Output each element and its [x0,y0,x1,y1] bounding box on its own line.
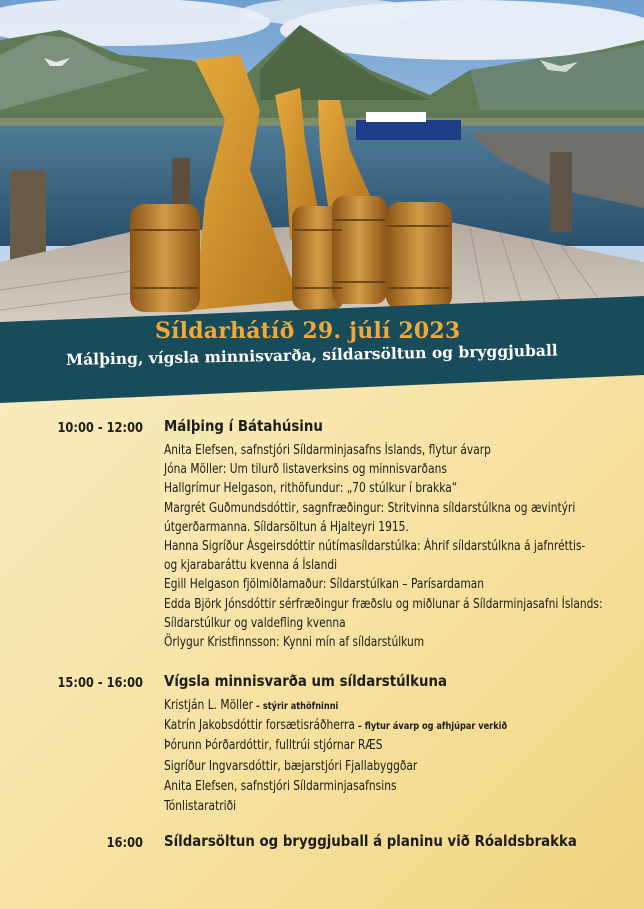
program-line: Hanna Sigríður Ásgeirsdóttir nútímasíldarstúlka: Áhrif síldarstúlkna á jafnréttis- [164,539,586,555]
program-line: Hallgrímur Helgason, rithöfundur: „70 stúlkur í brakka“ [164,481,458,497]
block-time: 10:00 - 12:00 [57,421,143,436]
program-line: Katrín Jakobsdóttir forsætisráðherra – flytur ávarp og afhjúpar verkið [164,718,508,734]
program-line: Síldarstúlkur og valdefling kvenna [164,615,346,631]
block-time: 15:00 - 16:00 [57,676,143,691]
program-line: Anita Elefsen, safnstjóri Síldarminjasafns Íslands, flytur ávarp [164,443,491,458]
program-line: Þórunn Þórðardóttir, fulltrúi stjórnar RÆS [164,738,383,754]
program-line: Kristján L. Möller – stýrir athöfninni [164,698,339,713]
program-line: Örlygur Kristfinnsson: Kynni mín af síldarstúlkum [164,635,425,651]
program-line: Jóna Möller: Um tilurð listaverksins og minnisvarðans [164,462,447,478]
program-line: Egill Helgason fjölmiðlamaður: Síldarstúlkan – Parísardaman [164,577,485,593]
festival-subtitle: Málþing, vígsla minnisvarða, síldarsöltun og bryggjuball [65,340,558,369]
program-line: útgerðarmanna. Síldarsöltun á Hjalteyri 1915. [164,519,409,535]
festival-title: Síldarhátíð 29. júlí 2023 [155,318,461,344]
program-line: og kjarabaráttu kvenna á Íslandi [164,558,338,574]
block-heading: Vígsla minnisvarða um síldarstúlkuna [164,672,447,690]
program-line: Margrét Guðmundsdóttir, sagnfræðingur: Stritvinna síldarstúlkna og ævintýri [164,500,576,516]
block-heading: Málþing í Bátahúsinu [164,417,323,435]
program-line: Edda Björk Jónsdóttir sérfræðingur fræðslu og miðlunar á Síldarminjasafni Íslands: [164,596,603,612]
block-lines [164,441,644,652]
program-line: Tónlistaratriði [164,799,237,815]
block-time: 16:00 [106,836,143,851]
program-line: Anita Elefsen, safnstjóri Síldarminjasafnsins [164,778,397,794]
block-heading: Síldarsöltun og bryggjuball á planinu við Róaldsbrakka [164,832,577,850]
program-line: Sigríður Ingvarsdóttir, bæjarstjóri Fjallabyggðar [164,758,418,774]
title-banner [0,0,644,420]
block-lines [164,696,644,817]
